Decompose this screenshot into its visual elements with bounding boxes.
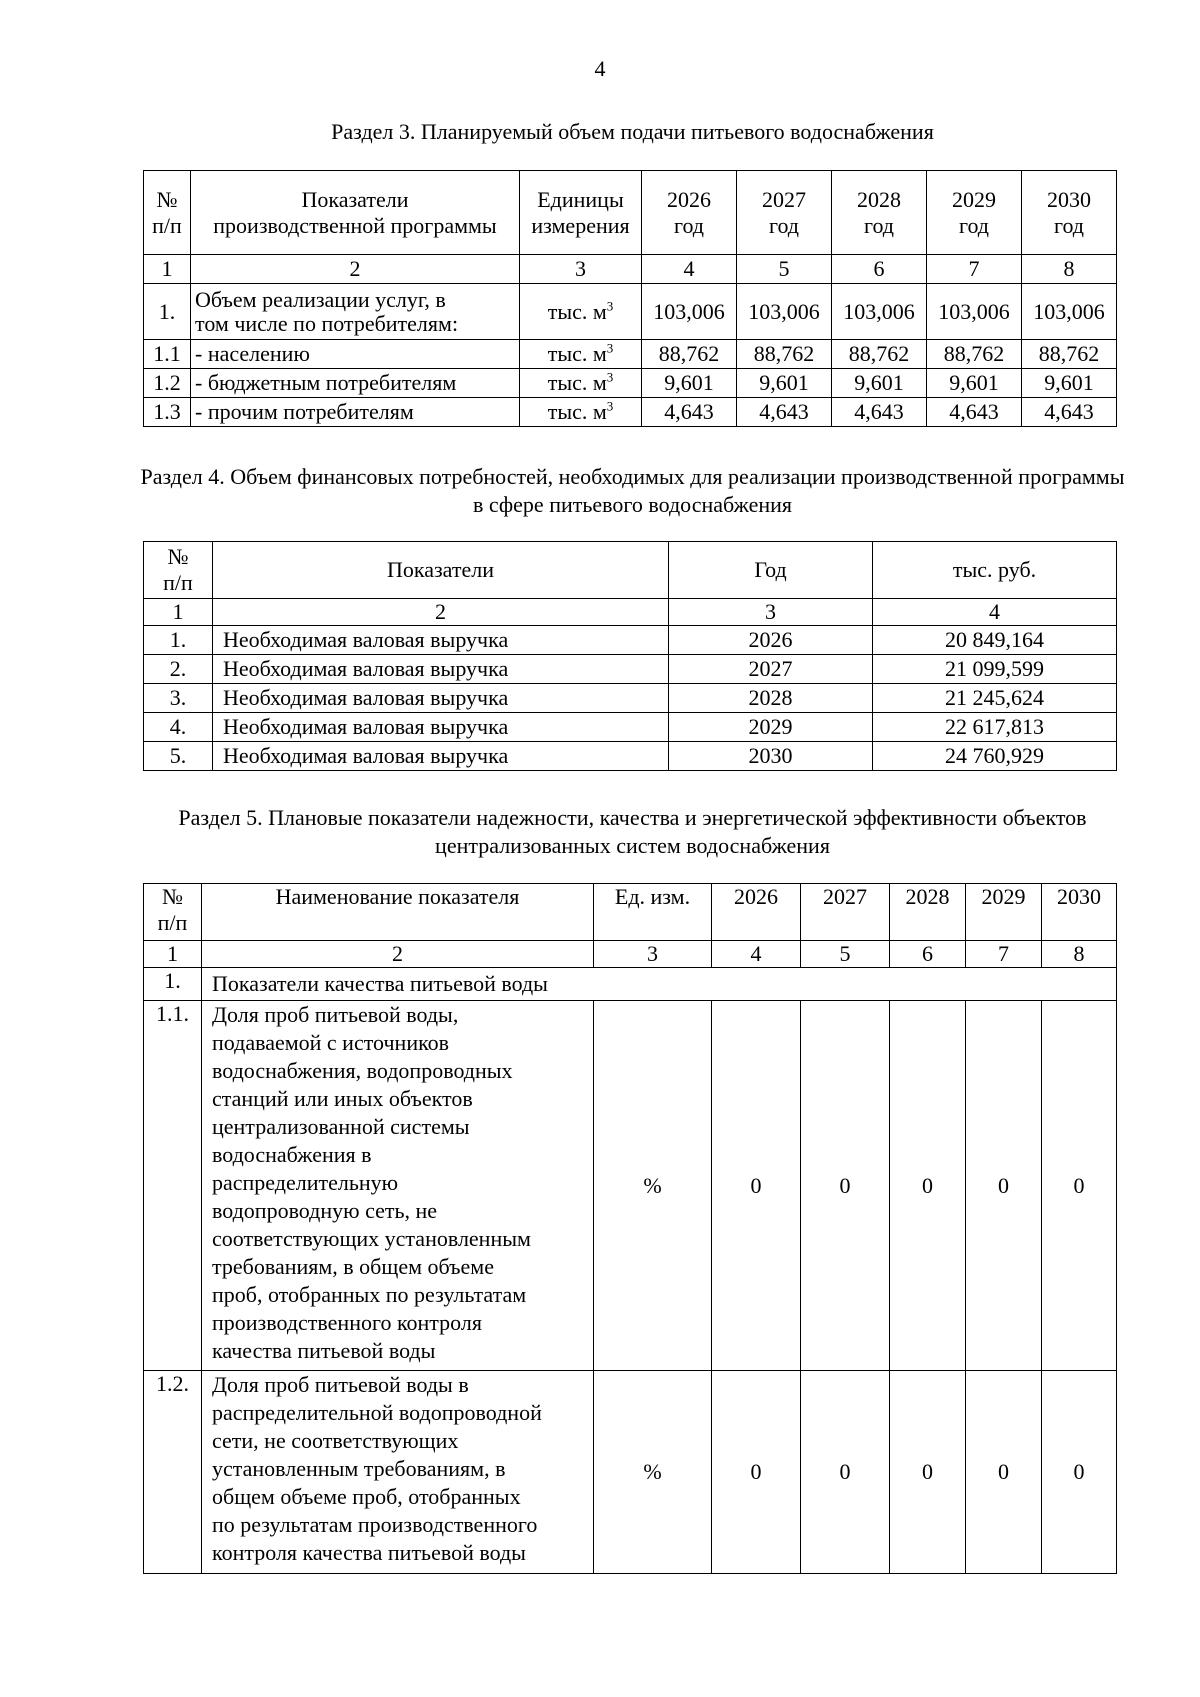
value-cell: 0 [966, 1001, 1042, 1371]
row-year: 2027 [669, 655, 873, 684]
header-cell: Показатели производственной программы [191, 171, 520, 255]
table-row [144, 626, 1117, 655]
section3-header-row [144, 171, 1117, 255]
row-name: Необходимая валовая выручка [213, 713, 669, 742]
column-number: 3 [520, 255, 642, 284]
value-cell: 9,601 [737, 369, 832, 398]
table-row [144, 398, 1117, 427]
page-number: 4 [594, 56, 606, 81]
value-cell: 103,006 [832, 284, 927, 340]
header-cell: 2026 [712, 884, 801, 941]
unit-sup: 3 [606, 369, 614, 385]
column-number: 1 [144, 599, 213, 626]
value-cell: 0 [712, 1371, 801, 1574]
row-year: 2028 [669, 684, 873, 713]
section5-header-row [144, 884, 1117, 941]
row-value: 22 617,813 [873, 713, 1117, 742]
header-cell: тыс. руб. [873, 542, 1117, 599]
header-cell: 2026 год [642, 171, 737, 255]
header-cell: Ед. изм. [594, 884, 712, 941]
row-number: 1.2 [144, 369, 191, 398]
header-cell: № п/п [144, 171, 191, 255]
column-number: 4 [642, 255, 737, 284]
column-number: 1 [144, 255, 191, 284]
row-name: Доля проб питьевой воды, подаваемой с источников водоснабжения, водопроводных станций или иных объектов централизованной системы водоснабжения в распределительную водопроводную сеть, не соответствующих установленным требованиям, в общем объеме проб, отобранных по результатам производственного контроля качества питьевой воды [202, 1001, 594, 1371]
row-number: 4. [144, 713, 213, 742]
table-row [144, 684, 1117, 713]
table-row [144, 742, 1117, 771]
column-number: 4 [712, 941, 801, 968]
unit-text: тыс. м [547, 370, 607, 395]
column-number: 7 [966, 941, 1042, 968]
unit-text: тыс. м [547, 399, 607, 424]
unit-sup: 3 [606, 298, 614, 314]
row-unit [520, 398, 642, 427]
row-value: 20 849,164 [873, 626, 1117, 655]
column-number-row [144, 255, 1117, 284]
section4-table [143, 541, 1117, 771]
row-unit: % [594, 1371, 712, 1574]
value-cell: 88,762 [832, 340, 927, 369]
value-cell: 9,601 [927, 369, 1022, 398]
header-cell: 2028 год [832, 171, 927, 255]
value-cell: 9,601 [642, 369, 737, 398]
table-row [144, 369, 1117, 398]
value-cell: 88,762 [642, 340, 737, 369]
row-unit [520, 284, 642, 340]
value-cell: 103,006 [1022, 284, 1117, 340]
value-cell: 88,762 [737, 340, 832, 369]
header-cell: 2029 год [927, 171, 1022, 255]
header-cell: № п/п [144, 884, 202, 941]
column-number: 5 [737, 255, 832, 284]
row-name: Необходимая валовая выручка [213, 655, 669, 684]
header-cell: 2029 [966, 884, 1042, 941]
table-row [144, 655, 1117, 684]
section3-table [143, 170, 1117, 427]
row-number: 3. [144, 684, 213, 713]
value-cell: 0 [966, 1371, 1042, 1574]
column-number: 5 [801, 941, 890, 968]
row-name: Доля проб питьевой воды в распределительной водопроводной сети, не соответствующих установленным требованиям, в общем объеме проб, отобранных по результатам производственного контроля качества питьевой воды [202, 1371, 594, 1574]
row-number: 1. [144, 284, 191, 340]
value-cell: 0 [801, 1001, 890, 1371]
row-unit: % [594, 1001, 712, 1371]
value-cell: 4,643 [927, 398, 1022, 427]
row-name: Необходимая валовая выручка [213, 684, 669, 713]
column-number: 2 [202, 941, 594, 968]
column-number: 1 [144, 941, 202, 968]
column-number: 4 [873, 599, 1117, 626]
table-row [144, 340, 1117, 369]
value-cell: 88,762 [927, 340, 1022, 369]
unit-text: тыс. м [547, 298, 607, 324]
row-number: 1.3 [144, 398, 191, 427]
header-cell: 2030 год [1022, 171, 1117, 255]
row-number: 1.1. [144, 1001, 202, 1371]
row-year: 2029 [669, 713, 873, 742]
section4-title: Раздел 4. Объем финансовых потребностей, необходимых для реализации производственной программы в сфере питьевого водоснабжения [140, 464, 1125, 517]
group-number: 1. [144, 968, 202, 1001]
row-name: Необходимая валовая выручка [213, 742, 669, 771]
value-cell: 0 [801, 1371, 890, 1574]
value-cell: 4,643 [832, 398, 927, 427]
header-cell: Единицы измерения [520, 171, 642, 255]
row-number: 1. [144, 626, 213, 655]
table-row [144, 284, 1117, 340]
value-cell: 88,762 [1022, 340, 1117, 369]
group-name: Показатели качества питьевой воды [202, 968, 1117, 1001]
value-cell: 4,643 [642, 398, 737, 427]
row-value: 21 099,599 [873, 655, 1117, 684]
value-cell: 103,006 [737, 284, 832, 340]
section5-title: Раздел 5. Плановые показатели надежности, качества и энергетической эффективности объектов централизованных систем водоснабжения [178, 805, 1087, 858]
row-name: - прочим потребителям [191, 398, 520, 427]
row-value: 24 760,929 [873, 742, 1117, 771]
header-cell: Показатели [213, 542, 669, 599]
unit-sup: 3 [606, 340, 614, 356]
column-number-row [144, 941, 1117, 968]
value-cell: 0 [1042, 1001, 1117, 1371]
header-cell: 2027 год [737, 171, 832, 255]
table-row [144, 1371, 1117, 1574]
column-number-row [144, 599, 1117, 626]
header-cell: Год [669, 542, 873, 599]
value-cell: 0 [890, 1001, 966, 1371]
column-number: 3 [669, 599, 873, 626]
unit-text: тыс. м [547, 341, 607, 366]
column-number: 2 [191, 255, 520, 284]
row-number: 1.1 [144, 340, 191, 369]
header-cell: № п/п [144, 542, 213, 599]
column-number: 6 [832, 255, 927, 284]
header-cell: 2028 [890, 884, 966, 941]
row-name: - населению [191, 340, 520, 369]
value-cell: 4,643 [737, 398, 832, 427]
value-cell: 103,006 [927, 284, 1022, 340]
group-row [144, 968, 1117, 1001]
row-name: Необходимая валовая выручка [213, 626, 669, 655]
value-cell: 9,601 [1022, 369, 1117, 398]
header-cell: 2030 [1042, 884, 1117, 941]
row-year: 2026 [669, 626, 873, 655]
section5-table [143, 883, 1117, 1574]
row-name: - бюджетным потребителям [191, 369, 520, 398]
column-number: 7 [927, 255, 1022, 284]
table-row [144, 1001, 1117, 1371]
header-cell: 2027 [801, 884, 890, 941]
column-number: 3 [594, 941, 712, 968]
section3-title: Раздел 3. Планируемый объем подачи питьевого водоснабжения [331, 119, 934, 144]
row-number: 5. [144, 742, 213, 771]
row-name: Объем реализации услуг, в том числе по потребителям: [191, 284, 520, 340]
value-cell: 0 [712, 1001, 801, 1371]
column-number: 6 [890, 941, 966, 968]
column-number: 8 [1022, 255, 1117, 284]
row-number: 2. [144, 655, 213, 684]
column-number: 8 [1042, 941, 1117, 968]
unit-sup: 3 [606, 398, 614, 414]
row-number: 1.2. [144, 1371, 202, 1574]
row-unit [520, 340, 642, 369]
value-cell: 4,643 [1022, 398, 1117, 427]
header-cell: Наименование показателя [202, 884, 594, 941]
value-cell: 9,601 [832, 369, 927, 398]
section4-header-row [144, 542, 1117, 599]
row-unit [520, 369, 642, 398]
table-row [144, 713, 1117, 742]
value-cell: 0 [890, 1371, 966, 1574]
column-number: 2 [213, 599, 669, 626]
value-cell: 0 [1042, 1371, 1117, 1574]
row-year: 2030 [669, 742, 873, 771]
row-value: 21 245,624 [873, 684, 1117, 713]
value-cell: 103,006 [642, 284, 737, 340]
